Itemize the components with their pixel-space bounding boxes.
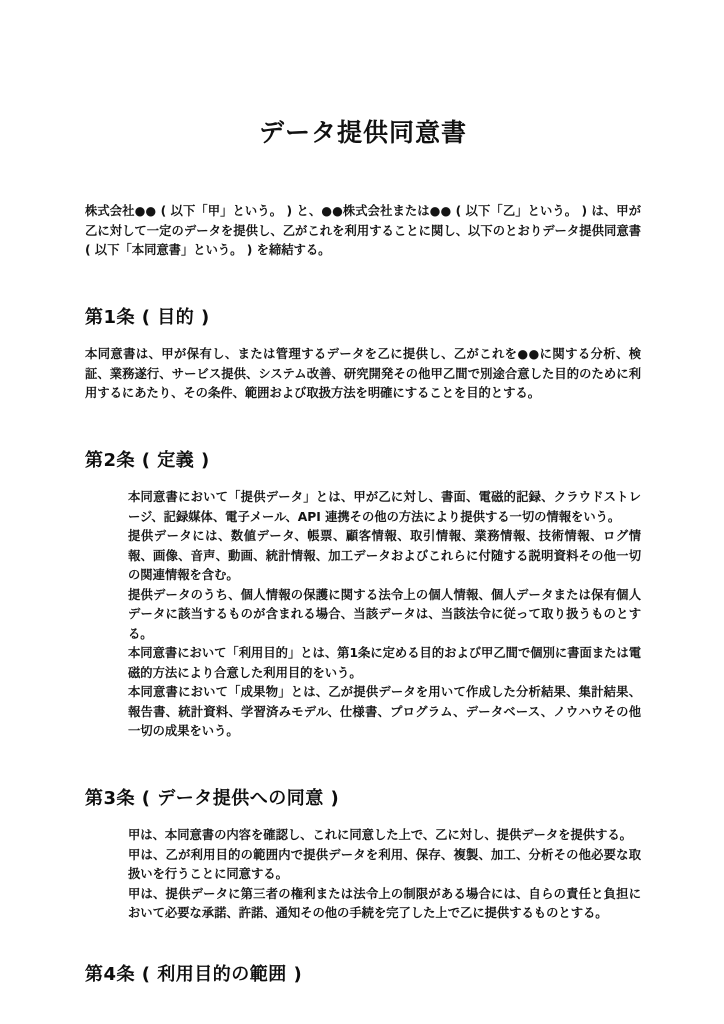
article-paragraph: 提供データには、数値データ、帳票、顧客情報、取引情報、業務情報、技術情報、ログ情報、画像、音声、動画、統計情報、加工データおよびこれらに付随する説明資料その他一切の関連情報を含む。 [128, 529, 641, 582]
document-content [85, 0, 641, 986]
article-body-3 [85, 810, 641, 924]
article-paragraph: 甲は、本同意書の内容を確認し、これに同意した上で、乙に対し、提供データを提供する。 [128, 828, 632, 842]
article-paragraph: 本同意書は、甲が保有し、または管理するデータを乙に提供し、乙がこれを●●に関する分析、検証、業務遂行、サービス提供、システム改善、研究開発その他甲乙間で別途合意した目的のために利用するにあたり、その条件、範囲および取扱方法を明確にすることを目的とする。 [85, 347, 641, 400]
article-paragraph: 甲は、乙が利用目的の範囲内で提供データを利用、保存、複製、加工、分析その他必要な取扱いを行うことに同意する。 [128, 847, 641, 881]
article-body-2 [85, 472, 641, 742]
article-heading-3: 第3条 ( データ提供への同意 ) [85, 787, 340, 809]
article-paragraph: 本同意書において「成果物」とは、乙が提供データを用いて作成した分析結果、集計結果、報告書、統計資料、学習済みモデル、仕様書、プログラム、データベース、ノウハウその他一切の成果をいう。 [128, 685, 641, 738]
article-section-1 [85, 261, 641, 404]
article-heading-2: 第2条 ( 定義 ) [85, 449, 210, 471]
article-paragraph: 本同意書において「利用目的」とは、第1条に定める目的および甲乙間で個別に書面または電磁的方法により合意した利用目的をいう。 [128, 646, 641, 680]
article-body-1 [85, 329, 641, 404]
article-section-4 [85, 924, 641, 987]
article-heading-4: 第4条 ( 利用目的の範囲 ) [85, 963, 303, 985]
article-section-2 [85, 404, 641, 742]
article-paragraph: 本同意書において「提供データ」とは、甲が乙に対し、書面、電磁的記録、クラウドストレージ、記録媒体、電子メール、API 連携その他の方法により提供する一切の情報をいう。 [128, 490, 641, 524]
article-section-3 [85, 742, 641, 924]
intro-paragraph: 株式会社●● ( 以下「甲」という。 ) と、●●株式会社または●● ( 以下「乙」という。 ) は、甲が乙に対して一定のデータを提供し、乙がこれを利用することに関し、以下のとおりデータ提供同意書 ( 以下「本同意書」という。 ) を締結する。 [85, 204, 641, 257]
article-paragraph: 提供データのうち、個人情報の保護に関する法令上の個人情報、個人データまたは保有個人データに該当するものが含まれる場合、当該データは、当該法令に従って取り扱うものとする。 [128, 587, 641, 641]
article-heading-1: 第1条 ( 目的 ) [85, 306, 210, 328]
page-title: データ提供同意書 [258, 118, 467, 147]
article-paragraph: 甲は、提供データに第三者の権利または法令上の制限がある場合には、自らの責任と負担において必要な承諾、許諾、通知その他の手続を完了した上で乙に提供するものとする。 [128, 886, 641, 920]
